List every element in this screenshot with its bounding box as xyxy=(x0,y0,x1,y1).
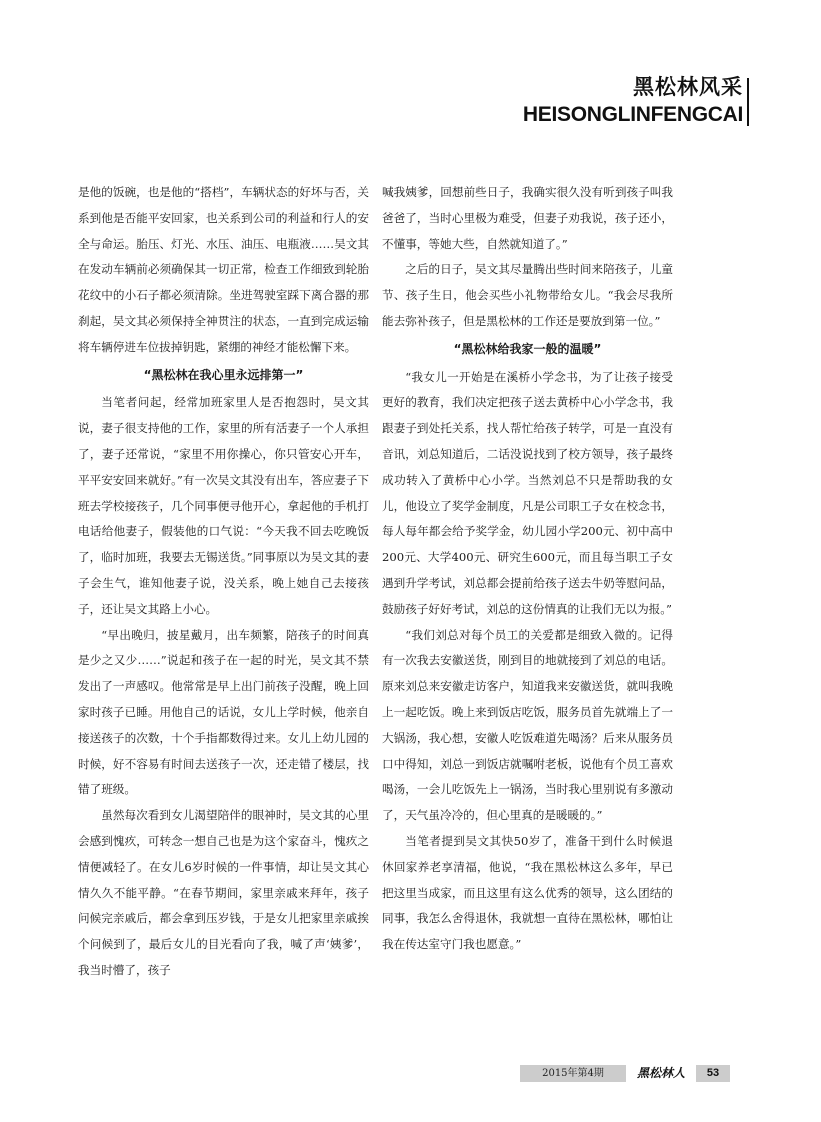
issue-label: 2015年第4期 xyxy=(520,1065,626,1082)
paragraph: “早出晚归，披星戴月，出车频繁，陪孩子的时间真是少之又少……”说起和孩子在一起的时光，吴文其不禁发出了一声感叹。他常常是早上出门前孩子没醒，晚上回家时孩子已睡。用他自己的话说，女儿上学时候，他亲自接送孩子的次数，十个手指都数得过来。女儿上幼儿园的时候，好不容易有时间去送孩子一次，还走错了楼层，找错了班级。 xyxy=(78,627,369,797)
paragraph: 喊我姨爹，回想前些日子，我确实很久没有听到孩子叫我爸爸了，当时心里极为难受，但妻子劝我说，孩子还小，不懂事，等她大些，自然就知道了。” xyxy=(382,185,673,251)
left-column xyxy=(78,180,369,984)
paragraph: “我女儿一开始是在溪桥小学念书，为了让孩子接受更好的教育，我们决定把孩子送去黄桥中心小学念书，我跟妻子到处托关系，找人帮忙给孩子转学，可是一直没有音讯，刘总知道后，二话没说找到了校方领导，孩子最终成功转入了黄桥中心小学。当然刘总不只是帮助我的女儿，他设立了奖学金制度，凡是公司职工子女在校念书，每人每年都会给予奖学金，幼儿园小学200元、初中高中200元、大学400元、研究生600元，而且每当职工子女遇到升学考试，刘总都会提前给孩子送去牛奶等慰问品，鼓励孩子好好考试，刘总的这份情真的让我们无以为报。” xyxy=(382,369,673,616)
subheading: “黑松林在我心里永远排第一” xyxy=(143,367,304,382)
paragraph: 当笔者提到吴文其快50岁了，准备干到什么时候退休回家养老享清福，他说，“我在黑松林这么多年，早已把这里当成家，而且这里有这么优秀的领导，这么团结的同事，我怎么舍得退休，我就想一直待在黑松林，哪怕让我在传达室守门我也愿意。” xyxy=(382,833,673,952)
page-number: 53 xyxy=(696,1065,730,1082)
subheading: “黑松林给我家一般的温暖” xyxy=(453,341,602,356)
magazine-logo: 黑松林人 xyxy=(636,1066,685,1080)
paragraph: 之后的日子，吴文其尽量腾出些时间来陪孩子，儿童节、孩子生日，他会买些小礼物带给女儿。“我会尽我所能去弥补孩子，但是黑松林的工作还是要放到第一位。” xyxy=(382,262,673,328)
paragraph: 虽然每次看到女儿渴望陪伴的眼神时，吴文其的心里会感到愧疚，可转念一想自己也是为这个家奋斗，愧疚之情便减轻了。在女儿6岁时候的一件事情，却让吴文其心情久久不能平静。“在春节期间，家里亲戚来拜年，孩子问候完亲戚后，都会拿到压岁钱，于是女儿把家里亲戚挨个问候到了，最后女儿的目光看向了我，喊了声‘姨爹’，我当时懵了，孩子 xyxy=(78,808,369,977)
section-title-cn: 黑松林风采 xyxy=(633,75,743,99)
right-column xyxy=(382,180,673,958)
section-header xyxy=(523,74,743,128)
header-divider xyxy=(747,78,749,126)
page-footer xyxy=(520,1065,730,1082)
paragraph: 当笔者问起，经常加班家里人是否抱怨时，吴文其说，妻子很支持他的工作，家里的所有活妻子一个人承担了，妻子还常说，“家里不用你操心，你只管安心开车，平平安安回来就好。”有一次吴文其没有出车，答应妻子下班去学校接孩子，几个同事便寻他开心，拿起他的手机打电话给他妻子，假装他的口气说：“今天我不回去吃晚饭了，临时加班，我要去无锡送货。”同事原以为吴文其的妻子会生气，谁知他妻子说，没关系，晚上她自己去接孩子，还让吴文其路上小心。 xyxy=(78,395,369,616)
section-title-en: HEISONGLINFENGCAI xyxy=(522,103,743,126)
paragraph: 是他的饭碗，也是他的“搭档”，车辆状态的好坏与否，关系到他是否能平安回家，也关系到公司的利益和行人的安全与命运。胎压、灯光、水压、油压、电瓶液……吴文其在发动车辆前必须确保其一切正常，检查工作细致到轮胎花纹中的小石子都必须清除。坐进驾驶室踩下离合器的那刹起，吴文其必须保持全神贯注的状态，一直到完成运输将车辆停进车位拔掉钥匙，紧绷的神经才能松懈下来。 xyxy=(78,185,369,354)
paragraph: “我们刘总对每个员工的关爱都是细致入微的。记得有一次我去安徽送货，刚到目的地就接到了刘总的电话。原来刘总来安徽走访客户，知道我来安徽送货，就叫我晚上一起吃饭。晚上来到饭店吃饭，服务员首先就端上了一大锅汤，我心想，安徽人吃饭难道先喝汤？后来从服务员口中得知，刘总一到饭店就嘱咐老板，说他有个员工喜欢喝汤，一会儿吃饭先上一锅汤，当时我心里别说有多激动了，天气虽冷冷的，但心里真的是暖暖的。” xyxy=(382,627,673,823)
